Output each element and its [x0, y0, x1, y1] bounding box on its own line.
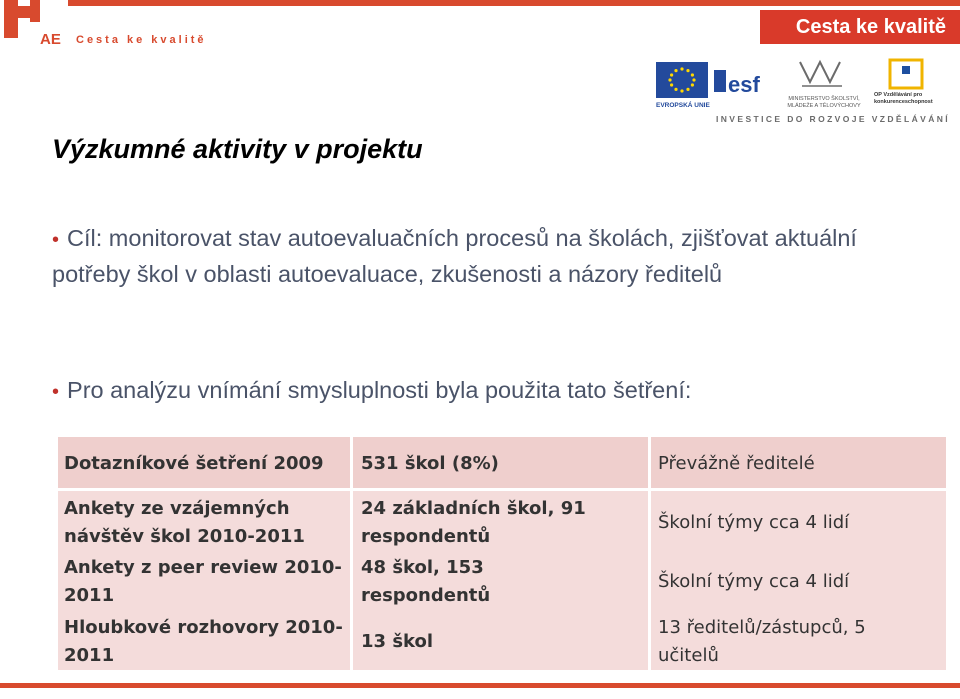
top-bar	[0, 0, 960, 46]
table-cell-survey: Hloubkové rozhovory 2010-2011	[64, 617, 343, 666]
table-cell-respondents: 13 ředitelů/zástupců, 5 učitelů	[658, 617, 866, 666]
esf-logo-icon	[714, 60, 768, 104]
column-divider	[648, 437, 651, 670]
table-cell-respondents: Školní týmy cca 4 lidí	[658, 571, 850, 592]
bullet-surveys	[52, 373, 932, 409]
msmt-label: MINISTERSTVO ŠKOLSTVÍ, MLÁDEŽE A TĚLOVÝCHOVY	[787, 96, 861, 109]
surveys-table	[58, 437, 946, 670]
invest-slogan: INVESTICE DO ROZVOJE VZDĚLÁVÁNÍ	[716, 114, 951, 124]
header-cell-respondents: Převážně ředitelé	[658, 453, 815, 474]
logo-letters: AE	[40, 31, 61, 46]
eu-label: EVROPSKÁ UNIE	[656, 102, 710, 109]
header-cell-survey: Dotazníkové šetření 2009	[64, 453, 324, 474]
top-accent-stripe	[68, 0, 960, 6]
bottom-accent-stripe	[0, 683, 960, 688]
bullet-surveys-text: Pro analýzu vnímání smysluplnosti byla použita tato šetření:	[67, 377, 692, 403]
table-cell-count: 24 základních škol, 91 respondentů	[361, 498, 586, 547]
slide-title: Výzkumné aktivity v projektu	[52, 134, 423, 164]
header-cell-count: 531 škol (8%)	[361, 453, 499, 474]
table-cell-survey: Ankety z peer review 2010-2011	[64, 557, 342, 606]
table-cell-respondents: Školní týmy cca 4 lidí	[658, 512, 850, 533]
op-label: OP Vzdělávání pro konkurenceschopnost	[874, 92, 933, 105]
bullet-dot-icon: •	[52, 229, 60, 251]
op-logo-icon	[876, 56, 946, 116]
bullet-goal	[52, 221, 932, 291]
column-divider	[350, 437, 353, 670]
eu-flag-icon	[656, 62, 708, 98]
esf-text: esf	[728, 72, 760, 97]
table-cell-count: 13 škol	[361, 631, 434, 652]
tagline-banner: Cesta ke kvalitě	[760, 10, 960, 44]
project-logo-icon	[0, 0, 68, 46]
bullet-dot-icon: •	[52, 381, 60, 403]
logo-text: Cesta ke kvalitě	[76, 34, 207, 46]
bullet-goal-text: Cíl: monitorovat stav autoevaluačních procesů na školách, zjišťovat aktuální potřeby škol v oblasti autoevaluace, zkušenosti a názory ředitelů	[52, 225, 857, 287]
table-cell-count: 48 škol, 153 respondentů	[361, 557, 491, 606]
table-cell-survey: Ankety ze vzájemných návštěv škol 2010-2011	[64, 498, 305, 547]
